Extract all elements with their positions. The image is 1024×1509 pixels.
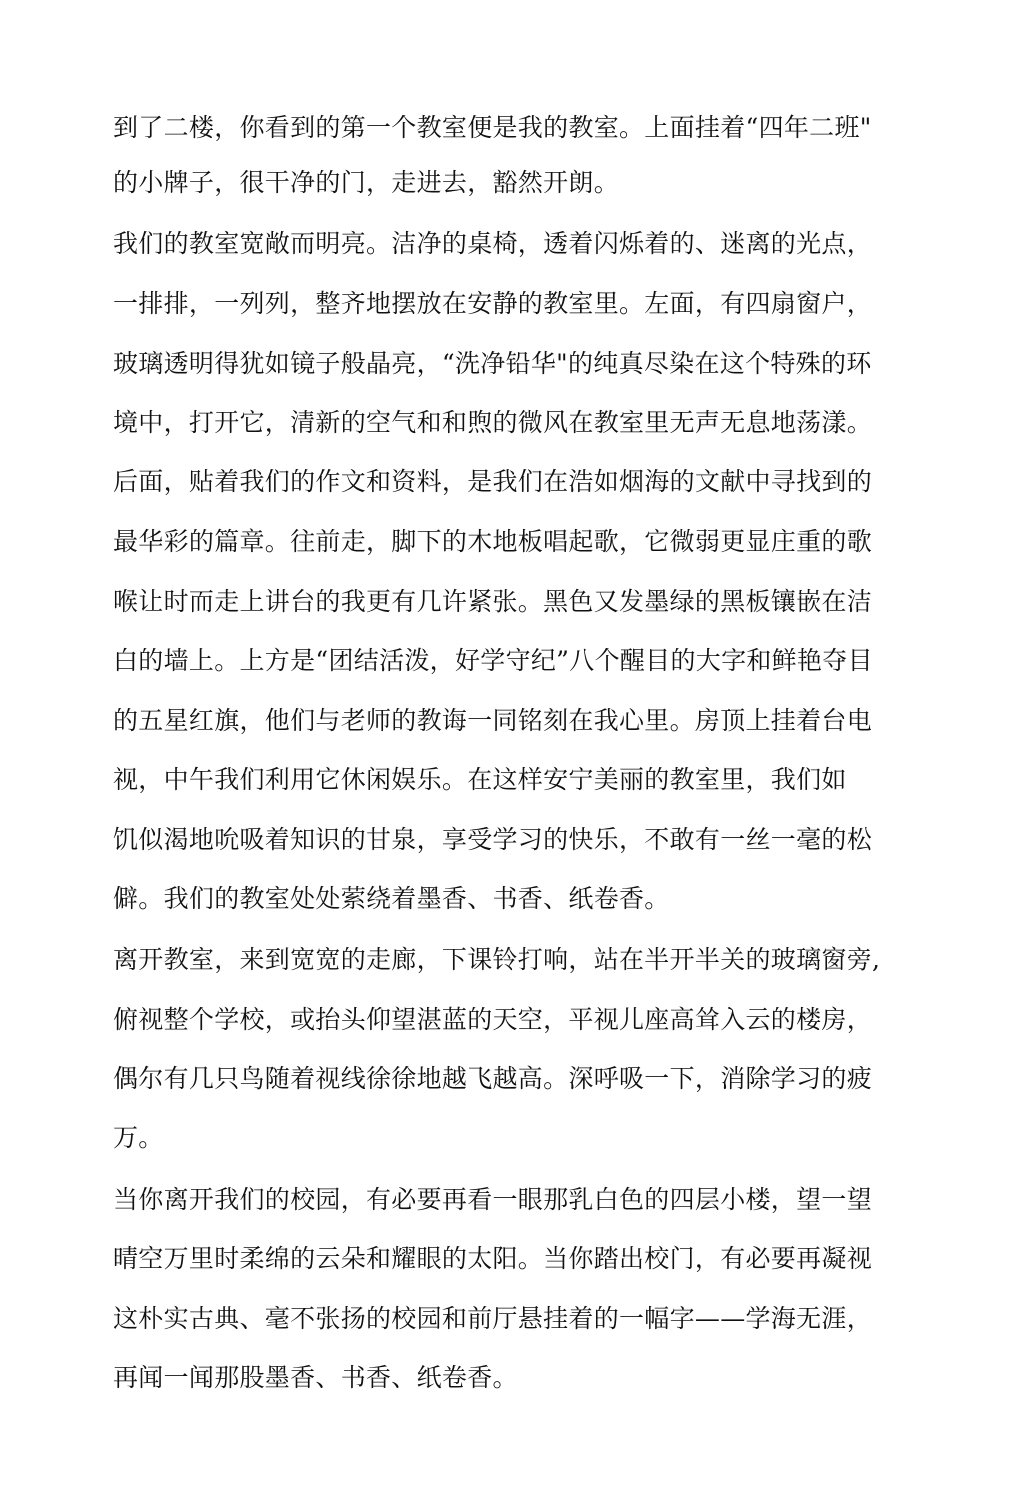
text-line-10: 白的墙上。上方是“团结活泼，好学守纪”八个醒目的大字和鲜艳夺目 xyxy=(113,646,873,675)
text-line-13: 饥似渴地吮吸着知识的甘泉，享受学习的快乐，不敢有一丝一毫的松 xyxy=(113,825,873,854)
text-line-4: 一排排，一列列，整齐地摆放在安静的教室里。左面，有四扇窗户， xyxy=(113,289,873,318)
text-line-20: 晴空万里时柔绵的云朵和耀眼的太阳。当你踏出校门，有必要再凝视 xyxy=(113,1244,873,1273)
text-line-11: 的五星红旗，他们与老师的教诲一同铭刻在我心里。房顶上挂着台电 xyxy=(113,706,873,735)
text-line-1: 到了二楼，你看到的第一个教室便是我的教室。上面挂着“四年二班" xyxy=(113,113,872,142)
text-line-5: 玻璃透明得犹如镜子般晶亮，“洗净铅华"的纯真尽染在这个特殊的环 xyxy=(113,349,872,378)
text-line-9: 喉让时而走上讲台的我更有几许紧张。黑色又发墨绿的黑板镶嵌在洁 xyxy=(113,587,873,616)
text-line-8: 最华彩的篇章。往前走，脚下的木地板唱起歌，它微弱更显庄重的歌 xyxy=(113,527,873,556)
text-line-3: 我们的教室宽敞而明亮。洁净的桌椅，透着闪烁着的、迷离的光点， xyxy=(113,229,873,258)
text-line-12: 视，中午我们利用它休闲娱乐。在这样安宁美丽的教室里，我们如 xyxy=(113,765,847,794)
text-line-2: 的小牌子，很干净的门，走进去，豁然开朗。 xyxy=(113,168,620,197)
text-line-14: 僻。我们的教室处处萦绕着墨香、书香、纸卷香。 xyxy=(113,884,670,913)
text-line-22: 再闻一闻那股墨香、书香、纸卷香。 xyxy=(113,1363,518,1392)
text-line-18: 万。 xyxy=(113,1123,164,1152)
text-line-16: 俯视整个学校，或抬头仰望湛蓝的天空，平视儿座高耸入云的楼房， xyxy=(113,1005,873,1034)
text-line-15: 离开教室，来到宽宽的走廊，下课铃打响，站在半开半关的玻璃窗旁, xyxy=(113,945,881,974)
text-line-6: 境中，打开它，清新的空气和和煦的微风在教室里无声无息地荡漾。 xyxy=(113,408,873,437)
text-line-19: 当你离开我们的校园，有必要再看一眼那乳白色的四层小楼，望一望 xyxy=(113,1185,873,1214)
text-line-7: 后面，贴着我们的作文和资料，是我们在浩如烟海的文献中寻找到的 xyxy=(113,467,873,496)
text-line-21: 这朴实古典、毫不张扬的校园和前厅悬挂着的一幅字——学海无涯， xyxy=(113,1304,873,1333)
text-line-17: 偶尔有几只鸟随着视线徐徐地越飞越高。深呼吸一下，消除学习的疲 xyxy=(113,1064,873,1093)
